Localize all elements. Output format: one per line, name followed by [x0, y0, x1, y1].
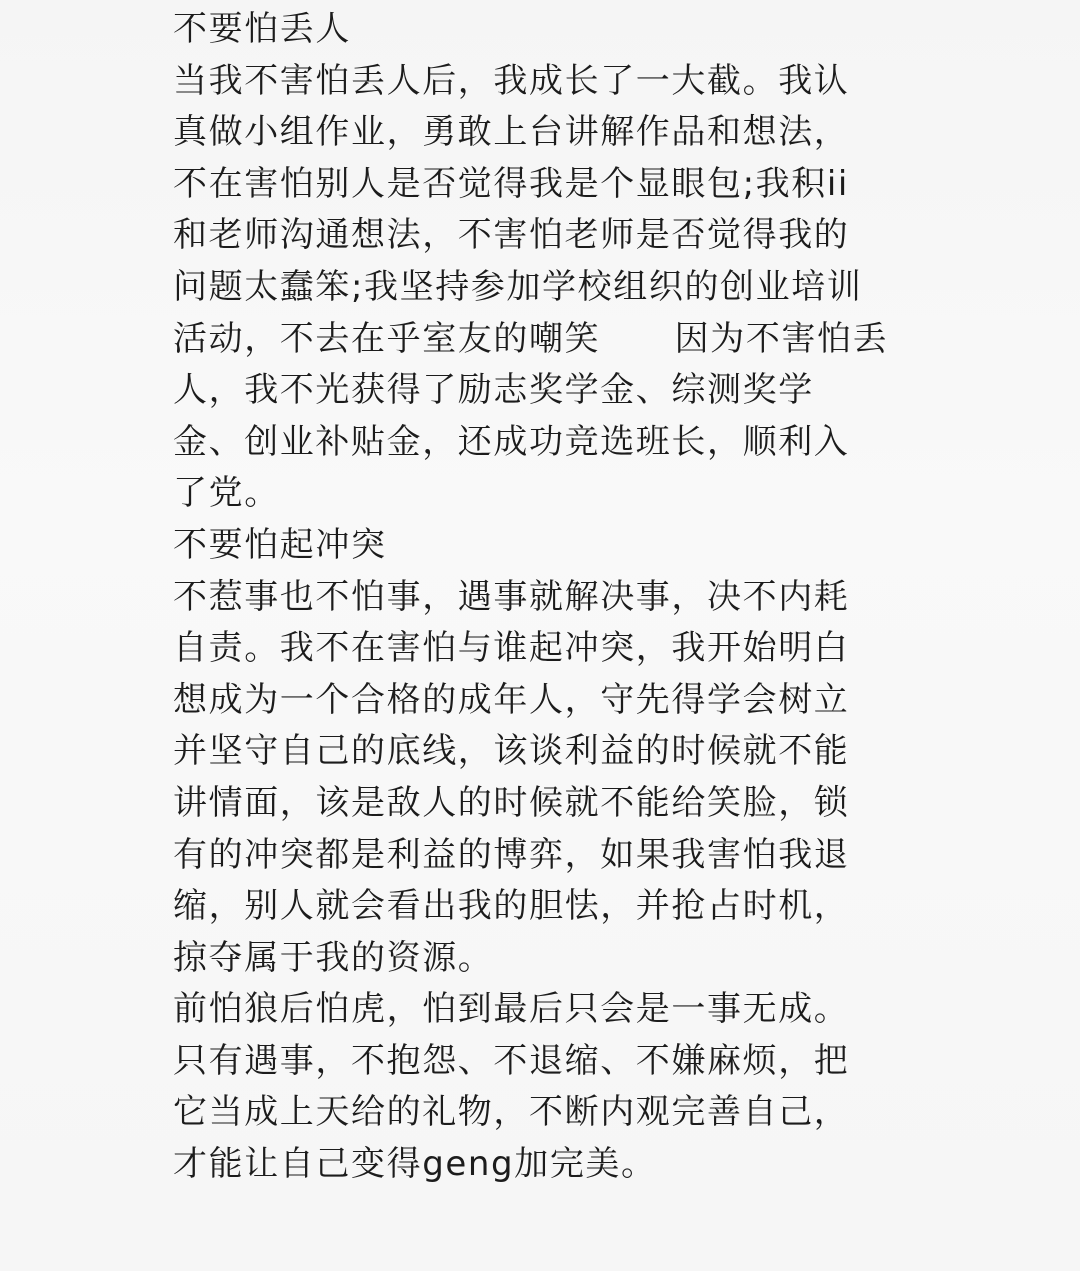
text-line: 问题太蠢笨;我坚持参加学校组织的创业培训 [173, 266, 863, 307]
text-line: 自责。我不在害怕与谁起冲突，我开始明白 [173, 628, 850, 669]
text-line: 真做小组作业，勇敢上台讲解作品和想法， [173, 112, 850, 153]
text-line: 前怕狼后怕虎，怕到最后只会是一事无成。 [173, 989, 850, 1030]
text-line: 不惹事也不怕事，遇事就解决事，决不内耗 [173, 576, 850, 617]
text-line: 它当成上天给的礼物，不断内观完善自己， [173, 1092, 850, 1133]
text-line: 金、创业补贴金，还成功竞选班长，顺利入 [173, 421, 850, 462]
text-line: 活动，不去在乎室友的嘲笑 因为不害怕丢 [173, 318, 889, 359]
text-line: 当我不害怕丢人后，我成长了一大截。我认 [173, 60, 850, 101]
text-line: 掠夺属于我的资源。 [173, 937, 494, 978]
text-line: 才能让自己变得geng加完美。 [173, 1144, 657, 1185]
text-line: 有的冲突都是利益的博弈，如果我害怕我退 [173, 834, 850, 875]
text-line: 想成为一个合格的成年人，守先得学会树立 [173, 679, 850, 720]
section-heading-fear-embarrassment: 不要怕丢人 [173, 9, 351, 49]
text-line: 不在害怕别人是否觉得我是个显眼包;我积ii [173, 163, 849, 204]
note-text-body [173, 4, 933, 1191]
text-line: 缩，别人就会看出我的胆怯，并抢占时机， [173, 886, 850, 927]
section-heading-fear-conflict: 不要怕起冲突 [173, 524, 387, 565]
text-line: 讲情面，该是敌人的时候就不能给笑脸，锁 [173, 782, 850, 823]
text-line: 只有遇事，不抱怨、不退缩、不嫌麻烦，把 [173, 1040, 850, 1081]
text-line: 并坚守自己的底线，该谈利益的时候就不能 [173, 731, 850, 772]
text-line: 人，我不光获得了励志奖学金、综测奖学 [173, 370, 814, 411]
text-line: 了党。 [173, 473, 280, 514]
text-line: 和老师沟通想法，不害怕老师是否觉得我的 [173, 215, 850, 256]
